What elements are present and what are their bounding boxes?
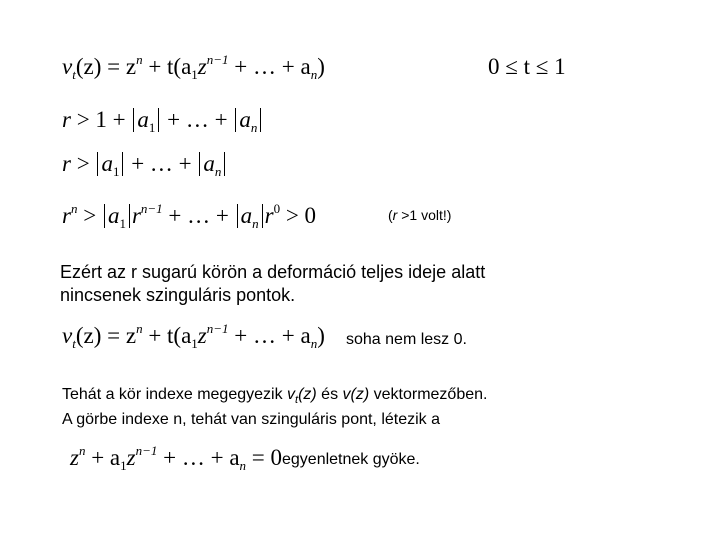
formula-homotopy: $v_t(z) = z^n + t(a_1z^{n-1}$ + … + $a_n$) [62, 52, 325, 82]
formula-r-power-inequality: $r^n > a_1$ $r^{n-1}$ + … + $a_n$ $r^0 > 0$ [62, 201, 317, 231]
never-zero-note: soha nem lesz 0. [346, 331, 467, 348]
paragraph-index-line-1: Tehát a kör indexe megegyezik $v_t(z)$ és v(z) vektormezőben. [62, 386, 488, 407]
paragraph-index-line-2: A görbe indexe n, tehát van szinguláris pont, létezik a [62, 411, 441, 429]
formula-r-bound-2: $r > a_1$ + … + $a_n$ [62, 152, 227, 176]
equation-root-note: egyenletnek gyöke. [282, 451, 420, 468]
r-greater-one-note: (r >1 volt!) [388, 207, 452, 223]
formula-t-range: 0 ≤ t ≤ 1 [488, 54, 566, 79]
formula-polynomial-equation: $z^n + a_1z^{n-1}$ + … + $a_n = 0$ [70, 443, 283, 473]
paragraph-index-equality [62, 385, 487, 430]
formula-r-bound-1: $r > 1 + a_1$ + … + $a_n$ [62, 108, 263, 132]
formula-homotopy-repeat: $v_t(z) = z^n + t(a_1z^{n-1}$ + … + $a_n$) [62, 321, 325, 351]
paragraph-no-singular-points: Ezért az r sugarú körön a deformáció teljes ideje alatt nincsenek szinguláris pontok. [60, 262, 486, 305]
